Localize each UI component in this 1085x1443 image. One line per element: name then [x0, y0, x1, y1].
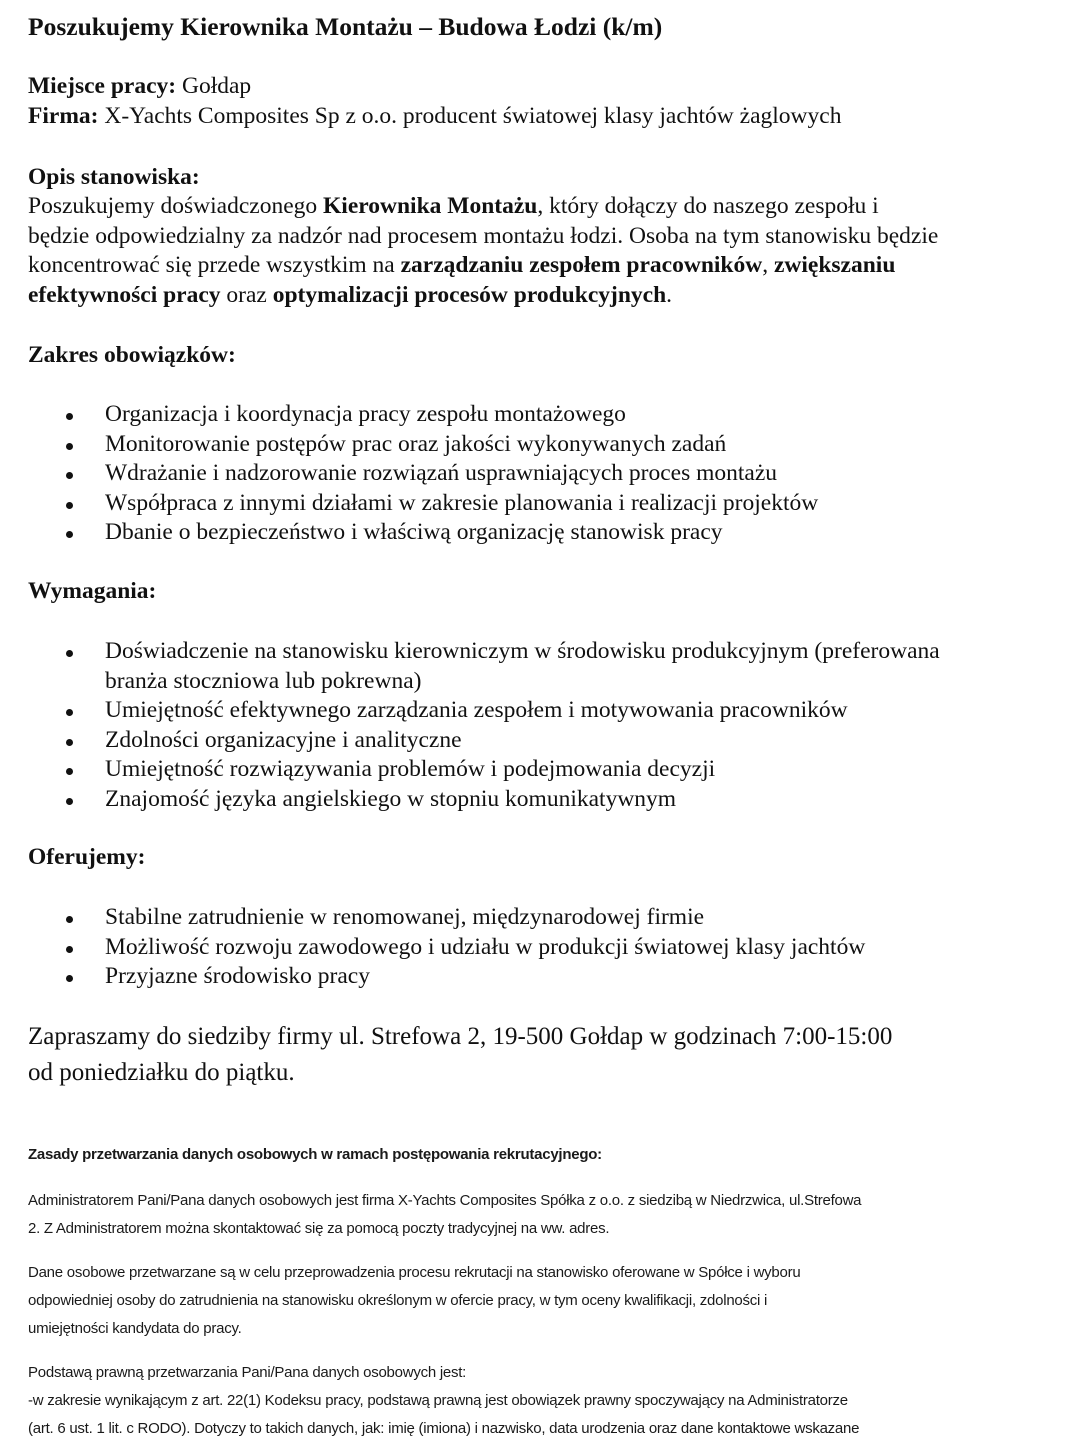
description-text: Poszukujemy doświadczonego: [28, 193, 324, 219]
location-line: [28, 72, 251, 102]
requirements-heading: Wymagania:: [28, 578, 157, 604]
list-item-continuation: [28, 667, 940, 697]
company-line: [28, 102, 841, 132]
list-item: [28, 785, 940, 815]
bullet-icon: [66, 413, 73, 420]
bullet-icon: [66, 916, 73, 923]
description-text: oraz: [220, 282, 273, 308]
list-item-text: Organizacja i koordynacja pracy zespołu montażowego: [105, 401, 626, 427]
bullet-icon: [66, 798, 73, 805]
description-line: będzie odpowiedzialny za nadzór nad procesem montażu łodzi. Osoba na tym stanowisku będzie: [28, 223, 939, 249]
description-emphasis: efektywności pracy: [28, 282, 221, 308]
location-label: Miejsce pracy:: [28, 73, 177, 99]
description-text: koncentrować się przede wszystkim na: [28, 252, 401, 278]
duties-list: [28, 400, 818, 548]
location-value: Gołdap: [176, 73, 252, 99]
gdpr-paragraph-line: Podstawą prawną przetwarzania Pani/Pana danych osobowych jest:: [28, 1364, 467, 1381]
gdpr-paragraph-line: Dane osobowe przetwarzane są w celu przeprowadzenia procesu rekrutacji na stanowisko oferowane w Spółce i wyboru: [28, 1264, 801, 1281]
list-item-text: Znajomość języka angielskiego w stopniu komunikatywnym: [105, 785, 677, 812]
bullet-icon: [66, 768, 73, 775]
offer-heading: Oferujemy:: [28, 844, 146, 870]
gdpr-paragraph-line: umiejętności kandydata do pracy.: [28, 1320, 242, 1337]
list-item: [28, 726, 940, 756]
list-item-text: Możliwość rozwoju zawodowego i udziału w produkcji światowej klasy jachtów: [105, 933, 866, 960]
invitation-line: od poniedziałku do piątku.: [28, 1059, 295, 1086]
list-item-text: branża stoczniowa lub pokrewna): [105, 667, 422, 694]
list-item: [28, 755, 940, 785]
list-item: [28, 518, 818, 548]
description-text: ,: [762, 252, 774, 278]
bullet-icon: [66, 650, 73, 657]
page-title: Poszukujemy Kierownika Montażu – Budowa Łodzi (k/m): [28, 12, 663, 41]
gdpr-paragraph-line: odpowiedniej osoby do zatrudnienia na stanowisku określonym w ofercie pracy, w tym oceny kwalifikacji, zdolności i: [28, 1292, 768, 1309]
bullet-icon: [66, 502, 73, 509]
company-label: Firma:: [28, 103, 99, 129]
description-text: , który dołączy do naszego zespołu i: [537, 193, 879, 219]
list-item-text: Współpraca z innymi działami w zakresie planowania i realizacji projektów: [105, 489, 819, 516]
list-item-text: Umiejętność efektywnego zarządzania zespołem i motywowania pracowników: [105, 697, 848, 723]
description-emphasis: Kierownika Montażu: [323, 193, 538, 219]
list-item: [28, 696, 940, 726]
bullet-icon: [66, 443, 73, 450]
list-item: [28, 962, 865, 992]
list-item: [28, 933, 865, 963]
gdpr-paragraph-line: -w zakresie wynikającym z art. 22(1) Kodeksu pracy, podstawą prawną jest obowiązek prawny spoczywający na Administratorze: [28, 1392, 848, 1409]
gdpr-paragraph-line: (art. 6 ust. 1 lit. c RODO). Dotyczy to takich danych, jak: imię (imiona) i nazwisko, data urodzenia oraz dane kontaktowe wskazane: [28, 1420, 860, 1437]
gdpr-paragraph-line: Administratorem Pani/Pana danych osobowych jest firma X-Yachts Composites Spółka z o.o. z siedzibą w Niedrzwica, ul.Strefowa: [28, 1192, 862, 1209]
gdpr-section: [28, 1141, 1058, 1443]
bullet-icon: [66, 531, 73, 538]
list-item-text: Monitorowanie postępów prac oraz jakości wykonywanych zadań: [105, 430, 727, 457]
bullet-icon: [66, 472, 73, 479]
list-item: [28, 903, 865, 933]
company-value: X-Yachts Composites Sp z o.o. producent światowej klasy jachtów żaglowych: [98, 103, 842, 129]
bullet-icon: [66, 975, 73, 982]
list-item: [28, 489, 818, 519]
bullet-icon: [66, 739, 73, 746]
description-line: [28, 251, 895, 281]
list-item-text: Umiejętność rozwiązywania problemów i podejmowania decyzji: [105, 756, 716, 782]
gdpr-paragraph-line: 2. Z Administratorem można skontaktować się za pomocą poczty tradycyjnej na ww. adres.: [28, 1220, 610, 1237]
bullet-icon: [66, 946, 73, 953]
list-item-text: Doświadczenie na stanowisku kierowniczym w środowisku produkcyjnym (preferowana: [105, 638, 940, 664]
description-line: [28, 281, 672, 311]
list-item-text: Wdrażanie i nadzorowanie rozwiązań usprawniających proces montażu: [105, 460, 778, 486]
description-heading: Opis stanowiska:: [28, 164, 200, 190]
description-text: .: [666, 282, 673, 308]
description-line: [28, 192, 879, 222]
gdpr-heading: Zasady przetwarzania danych osobowych w ramach postępowania rekrutacyjnego:: [28, 1146, 602, 1163]
list-item: [28, 400, 818, 430]
bullet-icon: [66, 709, 73, 716]
list-item-text: Zdolności organizacyjne i analityczne: [105, 726, 462, 753]
list-item-text: Dbanie o bezpieczeństwo i właściwą organizację stanowisk pracy: [105, 519, 723, 545]
description-emphasis: optymalizacji procesów produkcyjnych: [272, 282, 667, 308]
description-emphasis: zarządzaniu zespołem pracowników: [400, 252, 763, 278]
offer-list: [28, 903, 865, 992]
list-item-text: Przyjazne środowisko pracy: [105, 963, 370, 989]
requirements-list: [28, 637, 940, 814]
list-item: [28, 459, 818, 489]
list-item: [28, 637, 940, 667]
list-item: [28, 430, 818, 460]
invitation-line: Zapraszamy do siedziby firmy ul. Strefowa 2, 19-500 Gołdap w godzinach 7:00-15:00: [28, 1023, 893, 1050]
list-item-text: Stabilne zatrudnienie w renomowanej, międzynarodowej firmie: [105, 904, 705, 930]
duties-heading: Zakres obowiązków:: [28, 342, 236, 368]
description-emphasis: zwiększaniu: [773, 252, 896, 278]
